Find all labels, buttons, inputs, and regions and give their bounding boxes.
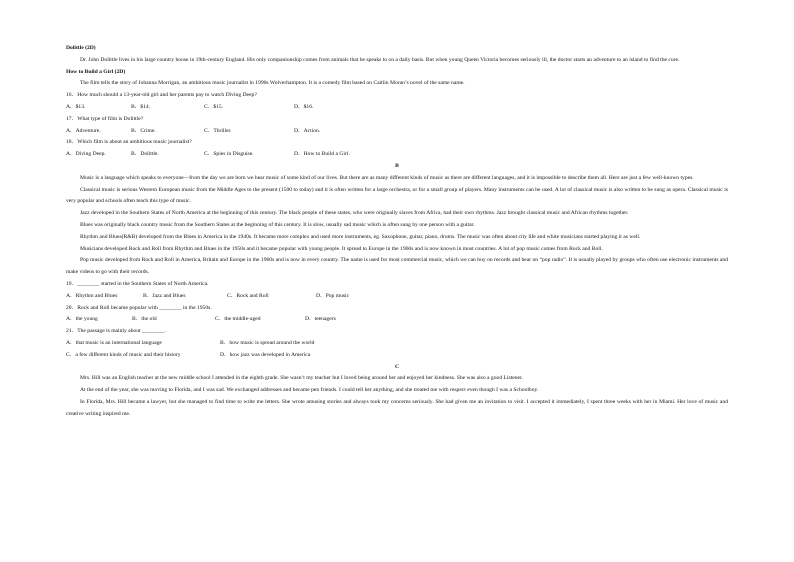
- q18-option-c[interactable]: C．Spies in Disguise.: [204, 151, 254, 158]
- section-b-paragraph: Music is a language which speaks to everyone—from the day we are born we hear music of some kind of our lives. But there are as many different kinds of music as there are different languages, and it is impossible to describe them all. Here are just a few well-known types.: [80, 174, 694, 181]
- q21-option-b[interactable]: B．how music is spread around the world: [220, 339, 315, 346]
- q17-option-c[interactable]: C．Thriller.: [204, 127, 232, 134]
- q19-option-c[interactable]: C．Rock and Roll: [227, 292, 269, 299]
- q20-options: [66, 314, 728, 326]
- girl-paragraph: The film tells the story of Johanna Morrigan, an ambitious music journalist in 1990s Wolverhampton. It is a comedy film based on Caitlin Moran’s novel of the same name.: [80, 80, 465, 87]
- q21-option-d[interactable]: D．how jazz was developed in America: [220, 351, 311, 358]
- q20-option-d[interactable]: D．teenagers: [305, 316, 336, 323]
- section-b-paragraph: Pop music developed from Rock and Roll in America, Britain and Europe in the 1960s and is now in every country. The name is used for most commercial music, which we can buy on records and hear on “pop radio”. It is usually played by groups who often use electronic instruments and make videos to go with their records.: [66, 257, 728, 276]
- q18-option-b[interactable]: B．Dolittle.: [131, 151, 159, 158]
- q17-stem: 17．What type of film is Dolittle?: [66, 115, 144, 122]
- q20-option-a[interactable]: A．the young: [66, 316, 98, 323]
- q16-options: [66, 102, 728, 114]
- q19-option-b[interactable]: B．Jazz and Blues: [143, 292, 186, 299]
- q17-option-d[interactable]: D．Action.: [294, 127, 321, 134]
- q18-stem: 18．Which film is about an ambitious music journalist?: [66, 139, 192, 146]
- q16-stem: 16．How much should a 13-year-old girl and her parents pay to watch Diving Deep?: [66, 92, 257, 99]
- section-c-paragraph: At the end of the year, she was moving to Florida, and I was sad. We exchanged addresses and became pen friends. I could tell her anything, and she treated me with respect even though I was a Schoolboy.: [80, 387, 539, 394]
- section-b-paragraph: Blues was originally black country music from the Southern States at the beginning of this century. It is slow, usually sad music which is often sung by one person with a guitar.: [80, 221, 475, 228]
- section-c-paragraph: In Florida, Mrs. Hill became a lawyer, but she managed to find time to write me letters. She wrote amusing stories and always took my concerns seriously. She had given me an invitation to visit. I accepted it immediately, I spent three weeks with her in Miami. Her love of music and creative writing inspired me.: [66, 398, 728, 417]
- q19-stem: 19．________ started in the Southern States of North America.: [66, 280, 209, 287]
- q16-option-c[interactable]: C．$15.: [204, 103, 224, 110]
- section-b-paragraph: Rhythm and Blues(R&B) developed from the Blues in America in the 1940s. It became more complex and used more instruments, eg. Saxophone, guitar, piano, drums. The music was often about city life and white musicians started playing it as well.: [80, 233, 641, 240]
- q21-options-row2: [66, 350, 728, 362]
- q19-option-a[interactable]: A．Rhythm and Blues: [66, 292, 118, 299]
- dolittle-paragraph: Dr. John Dolittle lives in his large country house in 19th-century England. His only companionship comes from animals that he speaks to on a daily basis. But when young Queen Victoria becomes seriously ill, the doctor starts an adventure to an island to find the cure.: [80, 56, 680, 63]
- section-c-paragraph: Mrs. Hill was an English teacher at the new middle school I attended in the eighth grade. She wasn’t my teacher but I loved being around her and enjoyed her kindness. She was also a good Listener.: [80, 375, 523, 382]
- section-b-paragraph: Classical music is serious Western European music from the Middle Ages to the present (1500 to today) and it is often written for a large orchestra, or for a small group of players. Many instruments can be used. A lot of classical music is also written to be sung as opera. Classical music is very popular and schools often teach this type of music.: [66, 186, 728, 205]
- q20-stem: 20．Rock and Roll became popular with ________ in the 1950s.: [66, 304, 212, 311]
- q21-options-row1: [66, 338, 728, 350]
- q16-option-b[interactable]: B．$14.: [131, 103, 151, 110]
- q19-options: [66, 291, 728, 303]
- girl-heading: How to Build a Girl (2D): [66, 68, 126, 75]
- q20-option-c[interactable]: C．the middle-aged: [215, 316, 261, 323]
- q18-option-a[interactable]: A．Diving Deep.: [66, 151, 106, 158]
- section-b-paragraph: Musicians developed Rock and Roll from Rhythm and Blues in the 1950s and it became popular with young people. It spread to Europe in the 1960s and is now known in most countries. A lot of pop music comes from Rock and Roll.: [80, 245, 603, 252]
- q16-option-d[interactable]: D．$16.: [294, 103, 314, 110]
- q21-option-a[interactable]: A．that music is an international language: [66, 339, 162, 346]
- dolittle-heading: Dolittle (2D): [66, 45, 96, 51]
- q18-option-d[interactable]: D．How to Build a Girl.: [294, 151, 350, 158]
- q18-options: [66, 149, 728, 161]
- q17-option-b[interactable]: B．Crime.: [131, 127, 156, 134]
- section-b-label: B: [395, 162, 399, 169]
- q21-stem: 21．The passage is mainly about ________.: [66, 328, 166, 335]
- document-page: [66, 43, 728, 421]
- q20-option-b[interactable]: B．the old: [132, 316, 157, 323]
- q21-option-c[interactable]: C．a few different kinds of music and their history: [66, 351, 181, 358]
- q19-option-d[interactable]: D．Pop music: [316, 292, 350, 299]
- q17-options: [66, 126, 728, 138]
- q16-option-a[interactable]: A．$13.: [66, 103, 86, 110]
- q17-option-a[interactable]: A．Adventure.: [66, 127, 101, 134]
- section-b-paragraph: Jazz developed in the Southern States of North America at the beginning of this century. The black people of these states, who were originally slaves from Africa, had their own rhythms. Jazz brought classical music and African rhythms together.: [80, 210, 629, 217]
- section-c-label: C: [394, 363, 400, 370]
